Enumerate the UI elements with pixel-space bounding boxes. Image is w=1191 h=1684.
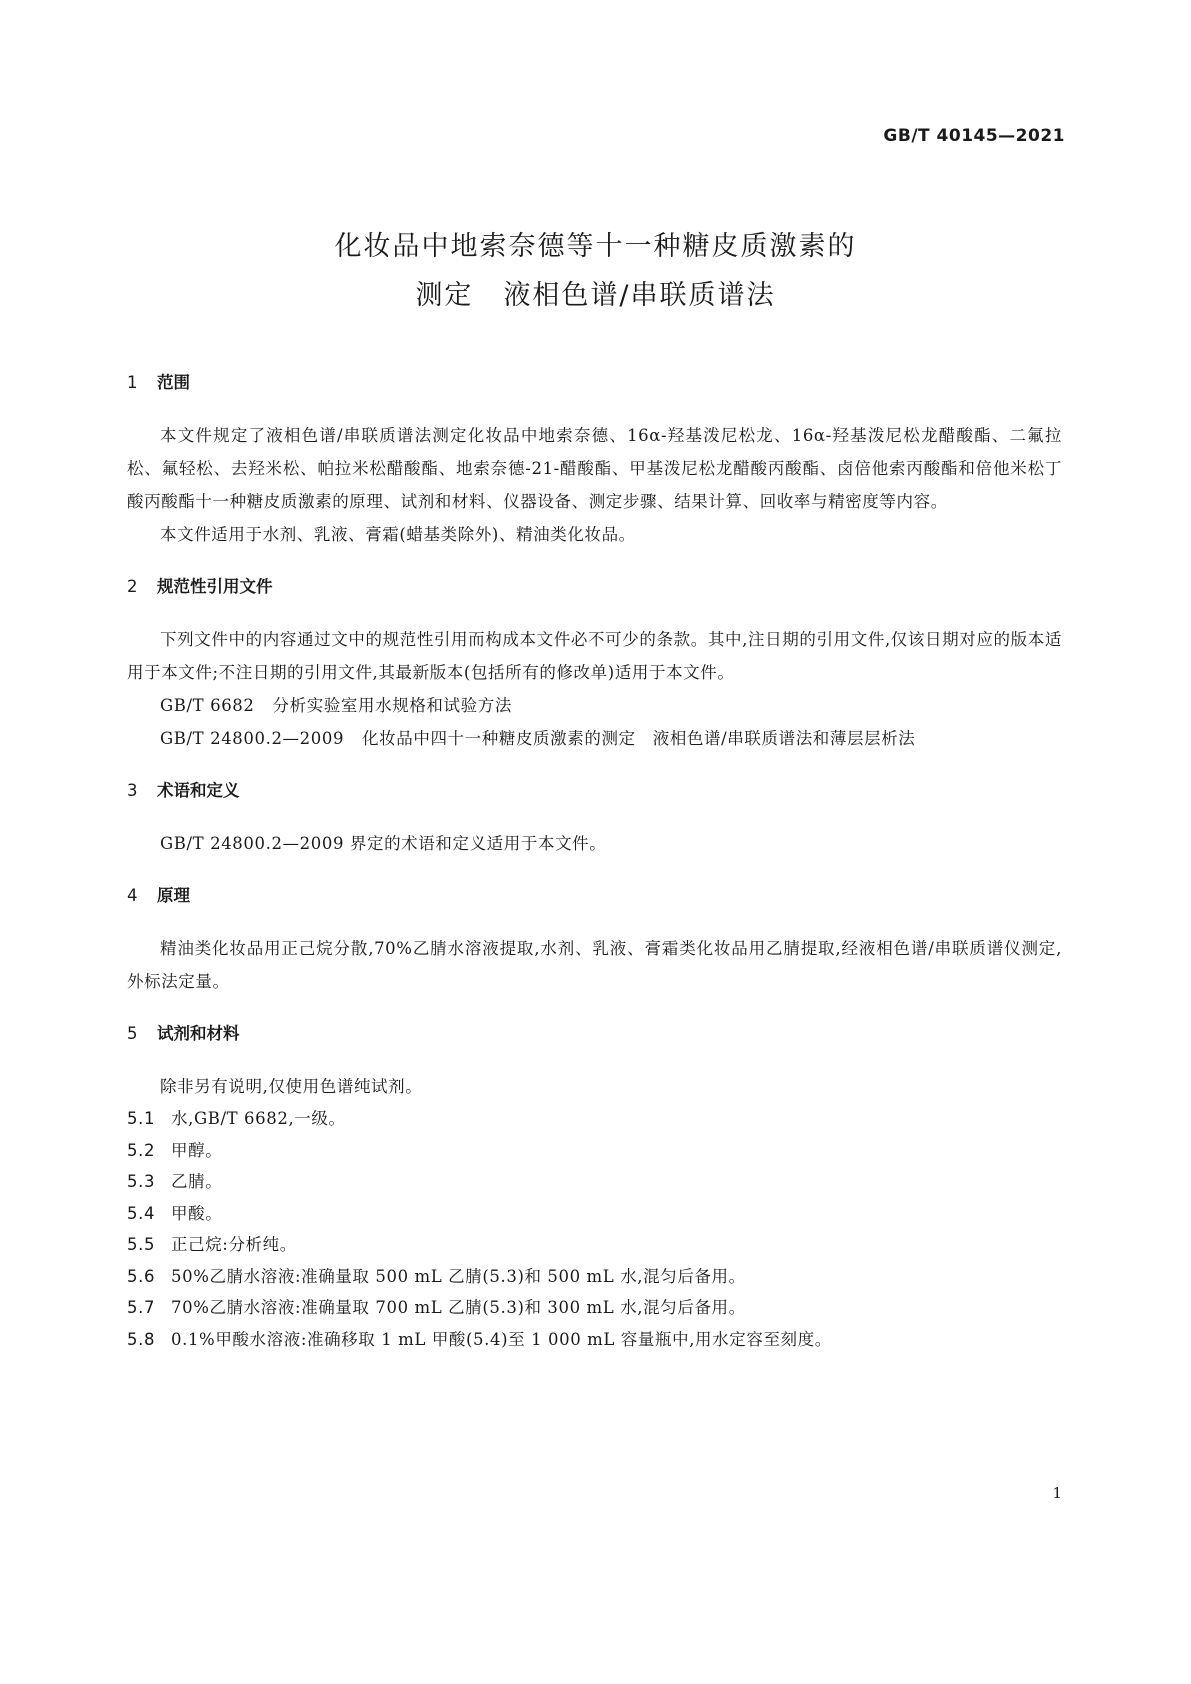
terms-paragraph: GB/T 24800.2—2009 界定的术语和定义适用于本文件。: [160, 834, 607, 853]
section-number: 3: [127, 781, 138, 800]
section-heading-reagents: [127, 1019, 1062, 1049]
section-title: 规范性引用文件: [157, 577, 273, 596]
reference-item: [127, 722, 1062, 755]
item-text: 0.1%甲酸水溶液:准确移取 1 mL 甲酸(5.4)至 1 000 mL 容量瓶中,用水定容至刻度。: [171, 1329, 832, 1349]
item-number: 5.2: [127, 1140, 156, 1160]
principle-paragraph: 精油类化妆品用正己烷分散,70%乙腈水溶液提取,水剂、乳液、膏霜类化妆品用乙腈提取,经液相色谱/串联质谱仪测定,外标法定量。: [127, 939, 1062, 991]
section-title: 范围: [157, 373, 190, 392]
section-number: 2: [127, 577, 138, 596]
title-line-2-part-b: 液相色谱/串联质谱法: [503, 280, 776, 311]
title-line-1: 化妆品中地索奈德等十一种糖皮质激素的: [334, 231, 857, 262]
document-title: [0, 222, 1191, 320]
item-text: 甲醇。: [171, 1140, 223, 1160]
item-number: 5.6: [127, 1266, 156, 1286]
item-number: 5.4: [127, 1203, 156, 1223]
section-title: 术语和定义: [157, 781, 240, 800]
title-line-2-part-a: 测定: [415, 280, 474, 311]
section-number: 5: [127, 1024, 138, 1043]
section-title: 原理: [157, 886, 190, 905]
item-number: 5.5: [127, 1235, 156, 1254]
section-heading-normative: [127, 572, 1062, 602]
reference-item: [127, 689, 1062, 722]
item-text: 水,GB/T 6682,一级。: [171, 1109, 346, 1128]
section-number: 4: [127, 886, 138, 905]
item-text: 正己烷:分析纯。: [171, 1235, 297, 1254]
normative-paragraph: 下列文件中的内容通过文中的规范性引用而构成本文件必不可少的条款。其中,注日期的引用文件,仅该日期对应的版本适用于本文件;不注日期的引用文件,其最新版本(包括所有的修改单)适用于本文件。: [127, 630, 1062, 682]
list-item: [127, 1166, 1062, 1198]
reference-title: 化妆品中四十一种糖皮质激素的测定 液相色谱/串联质谱法和薄层层析法: [362, 729, 916, 748]
section-number: 1: [127, 373, 138, 392]
item-text: 甲酸。: [171, 1203, 223, 1223]
list-item: [127, 1324, 1062, 1356]
reference-code: GB/T 24800.2—2009: [160, 729, 345, 748]
standard-number: GB/T 40145—2021: [883, 126, 1065, 146]
page-number: 1: [1052, 1484, 1062, 1502]
list-item: [127, 1103, 1062, 1135]
list-item: [127, 1198, 1062, 1230]
item-text: 乙腈。: [171, 1172, 223, 1191]
reference-title: 分析实验室用水规格和试验方法: [272, 696, 512, 715]
list-item: [127, 1261, 1062, 1293]
reagents-intro: 除非另有说明,仅使用色谱纯试剂。: [160, 1077, 423, 1096]
reference-code: GB/T 6682: [160, 696, 255, 715]
section-heading-scope: [127, 368, 1062, 398]
list-item: [127, 1229, 1062, 1261]
section-title: 试剂和材料: [157, 1024, 240, 1043]
section-heading-terms: [127, 776, 1062, 806]
section-heading-principle: [127, 881, 1062, 911]
item-number: 5.1: [127, 1109, 156, 1128]
item-text: 70%乙腈水溶液:准确量取 700 mL 乙腈(5.3)和 300 mL 水,混匀后备用。: [171, 1298, 746, 1317]
item-number: 5.3: [127, 1172, 156, 1191]
item-number: 5.7: [127, 1298, 156, 1317]
list-item: [127, 1135, 1062, 1167]
item-text: 50%乙腈水溶液:准确量取 500 mL 乙腈(5.3)和 500 mL 水,混匀后备用。: [171, 1266, 746, 1286]
item-number: 5.8: [127, 1329, 156, 1349]
scope-paragraph-1: 本文件规定了液相色谱/串联质谱法测定化妆品中地索奈德、16α-羟基泼尼松龙、16α-羟基泼尼松龙醋酸酯、二氟拉松、氟轻松、去羟米松、帕拉米松醋酸酯、地索奈德-21-醋酸酯、甲基泼尼松龙醋酸丙酸酯、卤倍他索丙酸酯和倍他米松丁酸丙酸酯十一种糖皮质激素的原理、试剂和材料、仪器设备、测定步骤、结果计算、回收率与精密度等内容。: [127, 426, 1062, 511]
list-item: [127, 1292, 1062, 1324]
document-body: [127, 368, 1062, 1355]
title-line-2: [0, 271, 1191, 320]
scope-paragraph-2: 本文件适用于水剂、乳液、膏霜(蜡基类除外)、精油类化妆品。: [160, 525, 636, 544]
